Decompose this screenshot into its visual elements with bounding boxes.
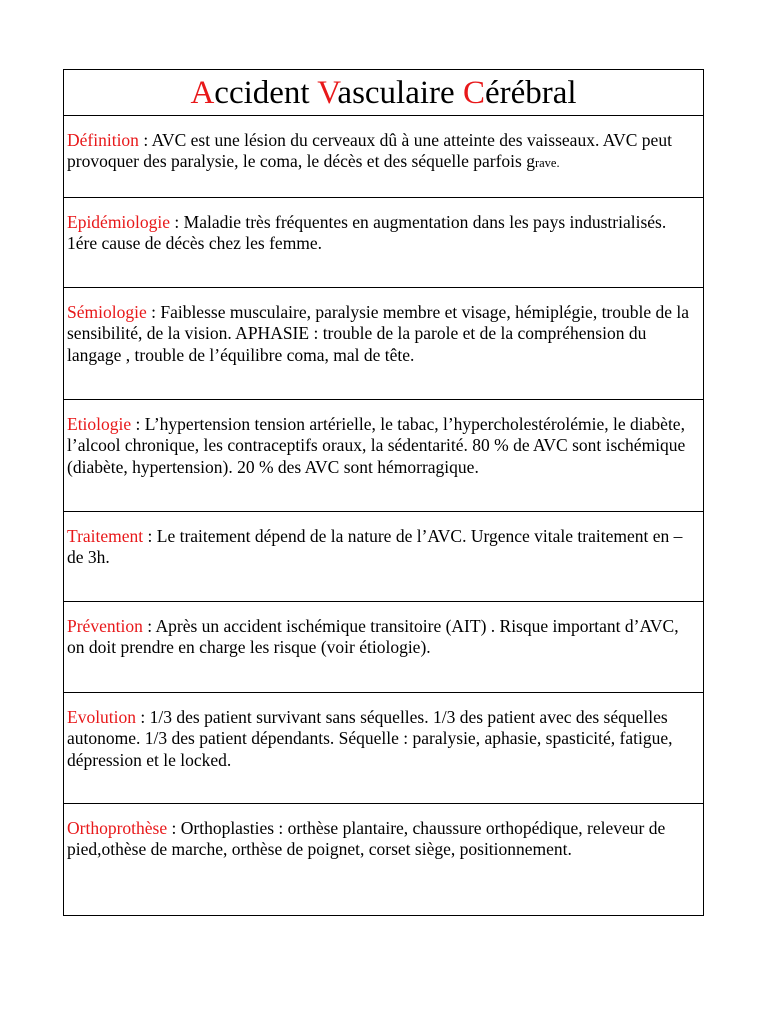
section-label: Etiologie bbox=[67, 414, 132, 434]
title-initial-v: V bbox=[317, 75, 338, 111]
section-text: : Le traitement dépend de la nature de l’AVC. Urgence vitale traitement en – de 3h. bbox=[67, 526, 683, 568]
document-table bbox=[63, 69, 704, 916]
section-text: : AVC est une lésion du cerveaux dû à une atteinte des vaisseaux. AVC peut provoquer des paralysie, le coma, le décès et des séquelle parfois g bbox=[67, 130, 672, 172]
section-text: : Après un accident ischémique transitoire (AIT) . Risque important d’AVC, on doit prendre en charge les risque (voir étiologie). bbox=[67, 616, 679, 658]
title-word-cerebral: érébral bbox=[484, 75, 577, 111]
section-label: Traitement bbox=[67, 526, 144, 546]
section-text: : 1/3 des patient survivant sans séquelles. 1/3 des patient avec des séquelles autonome. 1/3 des patient dépendants. Séquelle : paralysie, aphasie, spasticité, fatigue, dépression et le locked. bbox=[67, 707, 673, 770]
section-label: Orthoprothèse bbox=[67, 818, 168, 838]
section-text: : Orthoplasties : orthèse plantaire, chaussure orthopédique, releveur de pied,othèse de marche, orthèse de poignet, corset siège, positionnement. bbox=[67, 818, 666, 860]
section-label: Epidémiologie bbox=[67, 212, 171, 232]
section-label: Evolution bbox=[67, 707, 137, 727]
section-text: : Faiblesse musculaire, paralysie membre et visage, hémiplégie, trouble de la sensibilité, de la vision. APHASIE : trouble de la parole et de la compréhension du langage , trouble de l’équilibre coma, mal de tête. bbox=[67, 302, 690, 365]
section-label: Définition bbox=[67, 130, 139, 150]
title-initial-c: C bbox=[462, 75, 485, 111]
section-definition bbox=[64, 116, 703, 198]
section-text: : Maladie très fréquentes en augmentation dans les pays industrialisés. 1ére cause de décès chez les femme. bbox=[67, 212, 667, 254]
title-word-accident: ccident bbox=[214, 75, 318, 111]
title-word-vasculaire: asculaire bbox=[337, 75, 463, 111]
section-evolution bbox=[64, 693, 703, 804]
section-etiologie bbox=[64, 400, 703, 512]
section-text-small: rave. bbox=[534, 156, 560, 171]
section-semiologie bbox=[64, 288, 703, 400]
section-epidemiologie bbox=[64, 198, 703, 288]
section-prevention bbox=[64, 602, 703, 693]
title-initial-a: A bbox=[190, 75, 215, 111]
section-label: Prévention bbox=[67, 616, 143, 636]
section-orthoprothese bbox=[64, 804, 703, 915]
section-label: Sémiologie bbox=[67, 302, 147, 322]
page-title bbox=[64, 70, 703, 116]
section-text: : L’hypertension tension artérielle, le tabac, l’hypercholestérolémie, le diabète, l’alcool chronique, les contraceptifs oraux, la sédentarité. 80 % de AVC sont ischémique (diabète, hypertension). 20 % des AVC sont hémorragique. bbox=[67, 414, 686, 477]
section-traitement bbox=[64, 512, 703, 602]
